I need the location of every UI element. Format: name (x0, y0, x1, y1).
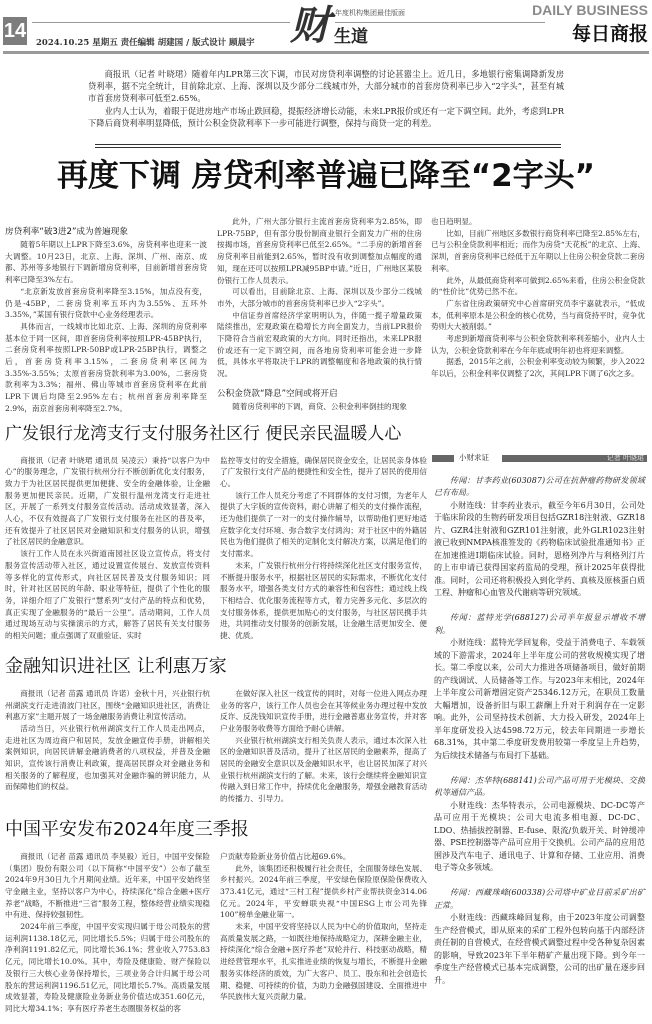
paragraph: 活动当日，兴业银行杭州湖滨支行工作人员走出网点，走进社区为周边商户和居民，发放金融宣传手册，讲解相关案例知识，向居民讲解金融消费者的八项权益，并普及金融知识，宣传该行消费让利政策，提高居民群众对金融业务和相关服务的了解程度，也加强其对金融诈骗的辨识能力，从而保障他们的权益。 (5, 723, 210, 792)
column-body (5, 239, 207, 415)
paper-name-en: DAILY BUSINESS (532, 2, 648, 18)
paragraph: 广东省住房政策研究中心首席研究员李宇嘉就表示，“低成本，低利率原本是公积金的核心优势，当与商贷持平时，竞争优势则大大被削弱。” (431, 298, 645, 332)
paragraph: 业内人士认为，着眼于促进房地产市场止跌回稳，提振经济增长动能，未来LPR报价或还有一定下调空间。此外，考虑到LPR下降后商贷利率明显降低，预计公积金贷款利率下一步可能进行调整，保持与商贷一定的利差。 (88, 105, 564, 128)
section-tagline: 年度机构集团最佳版面 (335, 9, 405, 17)
sidebar-header (432, 453, 647, 463)
paper-name-cn: 每日商报 (571, 23, 648, 45)
sidebar-author: 记者 叶晓珺 (606, 453, 644, 462)
paragraph: 该行工作人员在永兴街道南园社区设立宣传点，将支付服务宣传活动带入社区，通过设置宣传展台、发放宣传资料等多样化的宣传形式，向社区居民普及支付服务知识；同时，针对社区居民的年龄、职业等特征，提供了个性化的服务，详细介绍了广发银行“慧系列”支付产品的特点和优势，真正实现了金融服务的“最后一公里”。活动期间，工作人员通过现场互动与实操演示的方式，解答了居民有关支付服务的相关问题；重点强调了双重验证、实时 (5, 549, 210, 641)
pingan-column-1 (5, 851, 210, 1015)
paragraph: “北京新发放首套房贷利率降至3.15%，加点没有变，仍是-45BP，二套房贷利率五环内为3.55%、五环外3.35%，”某国有银行贷款中心业务经理表示。 (5, 286, 207, 320)
gf-column-1 (5, 455, 210, 642)
paragraph: 中信证券首席经济学家明明认为，伴随一揽子增量政策陆续推出，宏观政策在稳增长方向全面发力，当前LPR报价下降符合当前宏观政策的大方向。同时还指出，未来LPR报价或还有一定下调空间，而各地房贷利率可能会进一步降低，具体水平将取决于LPR的调整幅度和各地政策的执行情况。 (217, 310, 422, 379)
sidebar (432, 423, 647, 1000)
sidebar-reply: 小财连线：甘李药业表示，截至今年6月30日，公司处于临床阶段的生物药研发项目包括GZR18注射液、GZR18片、GZR4注射液和GZR101注射液，此外GLR1023注射液已收到NMPA核准签发的《药物临床试验批准通知书》正在加速推进I期临床试验。同时，恩格列净片与利格列汀片的上市申请已获得国家药监局的受理，预计2025年获得批准。同时，公司还将积极投入到化学药、真核及原核蛋白质工程、肿瘤和心血管及代谢病等研究领域。 (434, 500, 645, 598)
section-logo-char: 财 (290, 2, 330, 49)
header-rule (335, 22, 545, 23)
paragraph: 考虑到新增商贷利率与公积金贷款利率利差缩小，业内人士认为，公积金贷款利率在今年年底或明年初也将迎来调整。 (431, 334, 645, 355)
main-headline: 再度下调 房贷利率普遍已降至“2字头” (56, 158, 596, 194)
cib-column-1 (5, 688, 210, 793)
pingan-headline: 中国平安发布2024年度三季报 (5, 818, 249, 840)
paragraph: 可以看出，目前除北京、上海、深圳以及少部分二线城市外，大部分城市的首套房贷利率已步入“2字头”。 (217, 287, 422, 308)
header-bottom-rule (3, 51, 649, 54)
pingan-column-2 (220, 851, 427, 1003)
paragraph: 具体而言，一线城市比如北京、上海、深圳的房贷利率基本位于同一区间，即首套房贷利率按照LPR-45BP执行，二套房贷利率按照LPR-50BP或LPR-25BP执行，调整之后，首套房贷利率3.15%，二套房贷利率区间为3.35%-3.55%；太原首套房贷款利率为3.00%，二套房贷款利率为3.3%；福州、佛山等城市首套房贷利率在此前LPR下调后均降至2.95%左右；杭州首套房利率降至2.9%，南京首套房利率降至2.7%。 (5, 321, 207, 413)
paragraph: 未来，中国平安将坚持以人民为中心的价值取向，坚持走高质量发展之路，一如既往地保持战略定力，深耕金融主业，持续深化“综合金融+医疗养老”双轮并行、科技驱动战略，精进经营管理水平，扎实推进业绩的恢复与增长，不断提升金融服务实体经济的质效，为广大客户、员工、股东和社会创造长期、稳健、可持续的价值，为助力金融强国建设、全面推进中华民族伟大复兴贡献力量。 (220, 922, 427, 1002)
paragraph: 商报讯（记者 叶晓珺 通讯员 吴凌云）秉持“以客户为中心”的服务理念，广发银行杭州分行不断创新优化支付服务，致力于为社区居民提供更加便捷、安全的金融体验，让金融服务更加便民亲民。近期，广发银行温州龙湾支行走进社区，开展了一系列支付服务宣传活动。活动成效显著，深入人心，不仅有效提高了广发银行支付服务在社区的普及率，还有效提升了社区居民对金融知识和支付服务的认识，增强了社区居民的金融意识。 (5, 455, 210, 547)
sidebar-item (434, 612, 645, 762)
section-name: 生道 (334, 27, 368, 47)
main-article-column-1 (5, 216, 207, 415)
subheading: 公积金贷款“降息”空间或将开启 (217, 388, 338, 399)
paragraph: 该行工作人员充分考虑了不同群体的支付习惯，为老年人提供了大字版的宣传资料，耐心讲解了相关的支付操作流程，还为他们提供了一对一的支付操作辅导，以帮助他们更好地适应数字化支付环境、弥合数字支付鸿沟；对于社区中的外籍居民也为他们提供了相关的定制化支付解决方案，以满足他们的支付需求。 (220, 490, 427, 559)
cib-column-2 (220, 688, 427, 805)
paragraph: 据悉，2015年之前，公积金利率变动较为频繁，步入2022年以后，公积金利率仅调整了2次，其间LPR下调了6次之多。 (431, 357, 645, 379)
column-body (220, 863, 427, 1003)
column-body (217, 216, 422, 380)
sidebar-reply: 小财连线：西藏珠峰回复称，由于2023年度公司调整生产经营模式，即从原来的采矿工程外包转向基于内部经济责任制的自营模式，在经营模式调整过程中受各种复杂因素的影响，导致2023年下半年精矿产量出现下降。到今年一季度生产经营模式已基本完成调整，公司的出矿量在逐步回升。 (434, 913, 645, 985)
paragraph: 商报讯（记者 苗露 通讯员 许诺）金秋十月，兴业银行杭州湖滨支行走进清波门社区，围绕“金融知识进社区，消费让利惠万家”主题开展了一场金融服务消费让利宣传活动。 (5, 688, 210, 722)
subheading: 房贷利率“破3进2”成为普遍现象 (5, 227, 128, 237)
paragraph: 此外，广州大部分银行主流首套房贷利率为2.85%，即LPR-75BP，但有部分股份制商业银行全面发力广州的住房按揭市场，首套房贷利率已低至2.65%。“二手房的新增首套房贷利率目前能到2.65%，暂时没有收到调整加点幅度的通知，现在还可以按照LPR减95BP申请。”近日，广州地区某股份银行工作人员表示。 (217, 217, 422, 285)
paragraph: 商报讯（记者 苗露 通讯员 李昊毅）近日，中国平安保险（集团）股份有限公司（以下简称“中国平安”）公布了截至2024年9月30日九个月期间业绩。近年来，中国平安始终坚守金融主业，坚持以客户为中心，持续深化“综合金融+医疗养老”战略，不断推进“三省”服务工程，整体经营业绩实现稳中有进、保持较强韧性。 (5, 851, 210, 920)
sidebar-item (434, 475, 645, 600)
header-rule (32, 22, 290, 23)
paragraph: 在做好深入社区一线宣传的同时，对每一位进入网点办理业务的客户，该行工作人员也会在其等候业务办理过程中发放反诈、反洗钱知识宣传手册，进行金融普惠业务宣传，并对客户业务服务收费等方面给予耐心讲解。 (220, 688, 427, 733)
sidebar-rumor: 传闻：甘李药业(603087)公司在抗肿瘤药物研发领域已有布局。 (434, 475, 645, 498)
paragraph: 也日趋明显。 (431, 217, 477, 226)
cib-columns (5, 688, 427, 805)
sidebar-rumor: 传闻：西藏珠峰(600338)公司塔中矿业目前采矿出矿正常。 (434, 888, 645, 910)
paragraph: 此外，该集团还积极履行社会责任，全面服务绿色发展、乡村振兴。2024年前三季度，平安绿色保险原保险保费收入373.41亿元，通过“三村工程”提供乡村产业帮扶资金314.06亿元。2024年，平安蝉联央视“中国ESG上市公司先锋100”榜单金融业第一。 (220, 863, 427, 920)
paragraph: 随着房贷利率的下调，商贷、公积金利率倒挂的现象 (232, 401, 407, 411)
gf-columns (5, 455, 427, 642)
sidebar-item (434, 887, 645, 987)
paragraph: 2024年前三季度，中国平安实现归属于母公司股东的营运利润1138.18亿元，同比增长5.5%；归属于母公司股东的净利润1191.82亿元，同比增长36.1%；营业收入7753.83亿元，同比增长10.0%。其中，寿险及健康险、财产保险以及银行三大核心业务保持增长，三项业务合计归属于母公司股东的营运利润1196.51亿元，同比增长5.7%。高质量发展成效显著，寿险及健康险业务新业务价值达成351.60亿元，同比大增34.1%；享有医疗养老生态圈服务权益的客 (5, 922, 210, 1013)
sidebar-rumor: 传闻：蓝特光学(688127)公司半年报显示增收不增利。 (434, 613, 645, 635)
paragraph: 此外，从最低商贷利率可做到2.65%来看，住房公积金贷款的“性价比”优势已然不在。 (431, 275, 645, 297)
main-article-column-2 (217, 216, 422, 413)
pingan-columns (5, 851, 427, 1015)
lower-articles (5, 423, 427, 1015)
sidebar-reply: 小财连线：蓝特光学回复称，受益于消费电子、车载领域的下游需求，2024年上半年度公司的营收规模实现了增长。第二季度以来，公司大力推进各项储备项目，做好前期的产线调试、人员储备等工作。与2023年末相比，2024年上半年度公司新增固定资产25346.12万元，在职员工数量大幅增加，设备折旧与职工薪酬上升对于利润存在一定影响。此外，公司坚持技术创新、大力投入研发，2024年上半年度研发投入达4598.72万元，较去年同期进一步增长68.31%，其中第二季度研发费用较第一季度呈上升趋势，为后续技术储备与布局打下基础。 (434, 638, 645, 760)
paragraph: 监控等支付的安全措施，确保居民资金安全，让居民亲身体验了广发银行支付产品的便捷性和安全性，提升了居民的使用信心。 (220, 455, 427, 488)
gf-headline: 广发银行龙湾支行支付服务社区行 便民亲民温暖人心 (5, 423, 402, 444)
sidebar-title: 小财求证 (459, 452, 489, 462)
main-article-lead (88, 68, 564, 129)
double-rule (95, 144, 561, 148)
sidebar-rumor: 传闻：杰华特(688141)公司产品可用于光模块、交换机等通信产品。 (434, 775, 645, 798)
paragraph: 未来，广发银行杭州分行将持续深化社区支付服务宣传，不断提升服务水平，根据社区居民的实际需求，不断优化支付服务水平，增强各类支付方式的兼容性和包容性；通过线上线下相结合、优化服务流程等方式，着力完善多元化、多层次的支付服务体系，提供更加贴心的支付服务，与社区居民携手共进，共同推动支付服务的创新发展，让金融生活更加安全、便捷、优质。 (220, 560, 427, 641)
paragraph: 随着5年期以上LPR下降至3.6%，房贷利率也迎来一波大调整。10月23日，北京、上海、深圳、广州、南京、成都、苏州等多地银行下调新增房贷利率，目前新增首套房贷利率已降至3%左右。 (5, 240, 207, 285)
cib-headline: 金融知识进社区 让利惠万家 (5, 655, 227, 677)
page-number: 14 (3, 17, 27, 45)
dateline: 2024.10.25 星期五 责任编辑 胡建国 / 版式设计 顾晨宇 (36, 38, 255, 48)
paragraph: 户贡献寿险新业务价值占比超69.6%。 (220, 851, 351, 861)
main-article-column-3 (431, 216, 645, 380)
gf-column-2 (220, 455, 427, 642)
sidebar-items (432, 475, 647, 988)
paragraph: 比如，目前广州地区多数银行商贷利率已降至2.85%左右，已与公积金贷款利率相近；而作为房贷“天花板”的北京、上海、深圳，首套房贷利率已经低于五年期以上住房公积金贷款二套房利率。 (431, 228, 645, 273)
sidebar-reply: 小财连线：杰华特表示，公司电源模块、DC-DC等产品可应用于光模块；公司大电流多相电源、DC-DC、LDO、热插拔控制器、E-fuse、限流/负载开关、时钟缓冲器、PSE控制器等产品可应用于交换机。公司产品的应用范围涉及汽车电子、通讯电子、计算和存储、工业应用、消费电子等众多领域。 (434, 800, 645, 873)
sidebar-item (434, 775, 645, 875)
column-body (431, 228, 645, 380)
main-article-columns (5, 216, 647, 415)
paragraph: 商报讯（记者 叶晓珺）随着年内LPR第三次下调，市民对房贷利率调整的讨论甚嚣尘上。近几日，多地银行密集调降新发房贷利率，据不完全统计，目前除北京、上海、深圳以及少部分二线城市外，大部分城市的首套房贷利率已步入“2字头”，甚至有城市首套房贷利率可低至2.65%。 (88, 69, 564, 104)
lower-section (5, 423, 647, 1015)
page-body (5, 216, 647, 1015)
column-body (220, 490, 427, 642)
header-bar-decoration (432, 455, 454, 462)
paragraph: 兴业银行杭州湖滨支行相关负责人表示，通过本次深入社区的金融知识普及活动，提升了社区居民的金融素养，提高了居民的金融安全意识以及金融知识水平，也让居民加深了对兴业银行杭州湖滨支行的了解。未来，该行会继续将金融知识宣传融入到日常工作中，持续优化金融服务，增强金融教育活动的传播力、引导力。 (220, 735, 427, 804)
